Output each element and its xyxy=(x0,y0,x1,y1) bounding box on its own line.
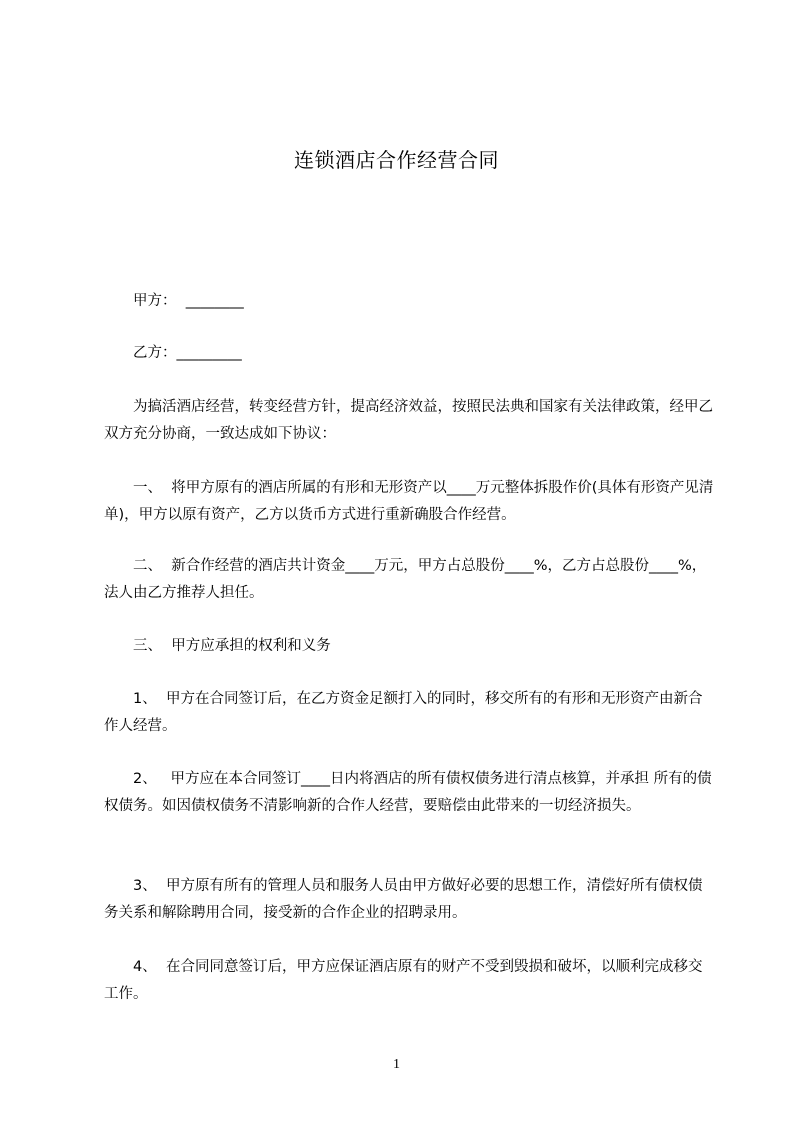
preamble-paragraph: 为搞活酒店经营，转变经营方针，提高经济效益，按照民法典和国家有关法律政策，经甲乙双方充分协商，一致达成如下协议： xyxy=(104,399,713,442)
page-title: 连锁酒店合作经营合同 xyxy=(294,148,499,172)
party-b-line: 乙方：_________ xyxy=(104,345,242,361)
clause-3-item-3: 3、 甲方原有所有的管理人员和服务人员由甲方做好必要的思想工作，清偿好所有债权债务关系和解除聘用合同，接受新的合作企业的招聘录用。 xyxy=(104,878,703,921)
clause-3-item-4: 4、 在合同同意签订后，甲方应保证酒店原有的财产不受到毁损和破坏，以顺利完成移交工作。 xyxy=(104,959,703,1002)
clause-3-item-1: 1、 甲方在合同签订后，在乙方资金足额打入的同时，移交所有的有形和无形资产由新合作人经营。 xyxy=(104,691,703,734)
party-a-line: 甲方： ________ xyxy=(104,293,244,309)
clause-1-paragraph: 一、 将甲方原有的酒店所属的有形和无形资产以____万元整体拆股作价(具体有形资产见清单)，甲方以原有资产，乙方以货币方式进行重新确股合作经营。 xyxy=(104,480,714,523)
page-number: 1 xyxy=(393,1057,400,1072)
clause-3-item-2: 2、 甲方应在本合同签订____日内将酒店的所有债权债务进行清点核算，并承担 所有的债权债务。如因债权债务不清影响新的合作人经营，要赔偿由此带来的一切经济损失。 xyxy=(104,771,712,814)
clause-3-heading: 三、 甲方应承担的权利和义务 xyxy=(104,638,331,654)
clause-2-paragraph: 二、 新合作经营的酒店共计资金____万元，甲方占总股份____%，乙方占总股份____%，法人由乙方推荐人担任。 xyxy=(104,558,707,601)
